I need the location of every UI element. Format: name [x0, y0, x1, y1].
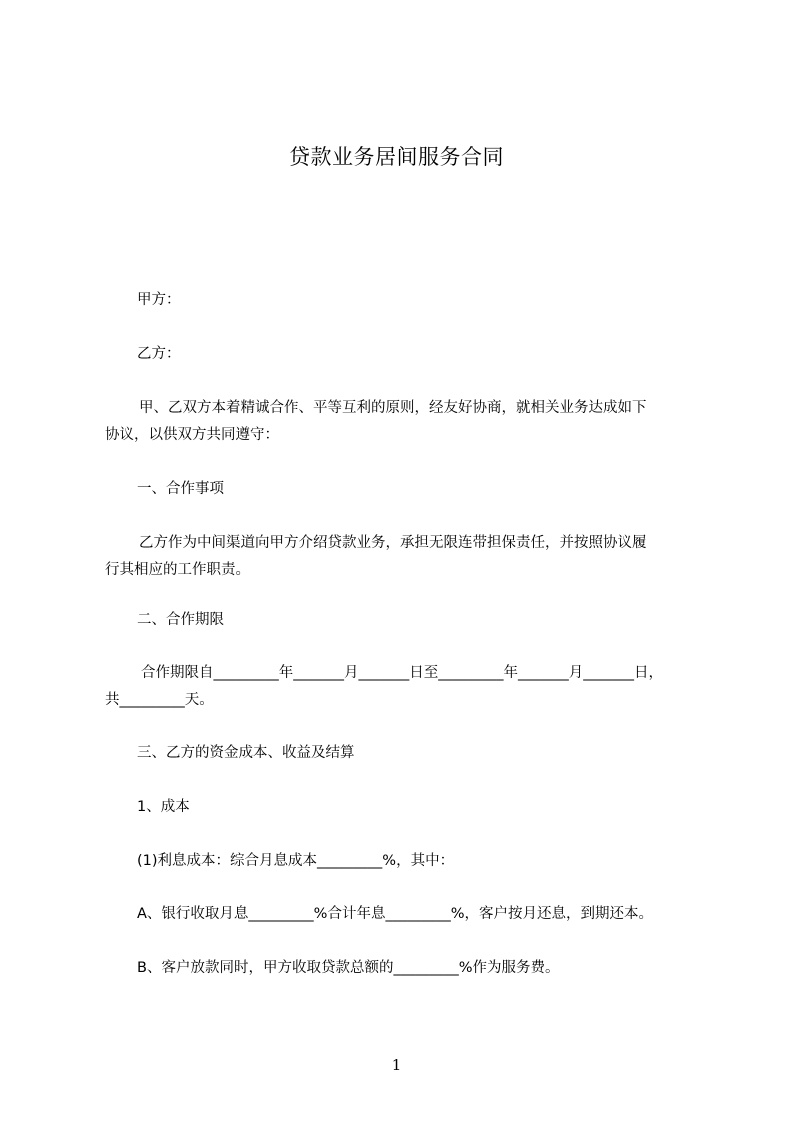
- cooperation-line-2: 行其相应的工作职责。: [105, 562, 250, 578]
- cooperation-line-1: 乙方作为中间渠道向甲方介绍贷款业务，承担无限连带担保责任，并按照协议履: [139, 535, 647, 551]
- section-heading-term: 二、合作期限: [137, 612, 224, 628]
- page-number: 1: [391, 1056, 402, 1074]
- term-line-1: 合作期限自_________年_______月_______日至_________年_______月_______日，: [141, 665, 663, 681]
- term-line-2: 共_________天。: [105, 692, 214, 708]
- interest-cost-line: (1)利息成本：综合月息成本_________%，其中：: [137, 853, 455, 869]
- section-heading-cooperation: 一、合作事项: [137, 481, 224, 497]
- party-b-label: 乙方：: [137, 346, 181, 362]
- party-a-label: 甲方：: [137, 292, 181, 308]
- preamble-line-2: 协议，以供双方共同遵守：: [105, 427, 279, 443]
- preamble-line-1: 甲、乙双方本着精诚合作、平等互利的原则，经友好协商，就相关业务达成如下: [139, 400, 647, 416]
- subsection-cost: 1、成本: [137, 799, 190, 815]
- section-heading-cost: 三、乙方的资金成本、收益及结算: [137, 745, 355, 761]
- item-b-line: B、客户放款同时，甲方收取贷款总额的_________%作为服务费。: [137, 960, 560, 976]
- item-a-line: A、银行收取月息_________%合计年息_________%，客户按月还息，到期还本。: [137, 906, 653, 922]
- document-title: 贷款业务居间服务合同: [289, 145, 504, 169]
